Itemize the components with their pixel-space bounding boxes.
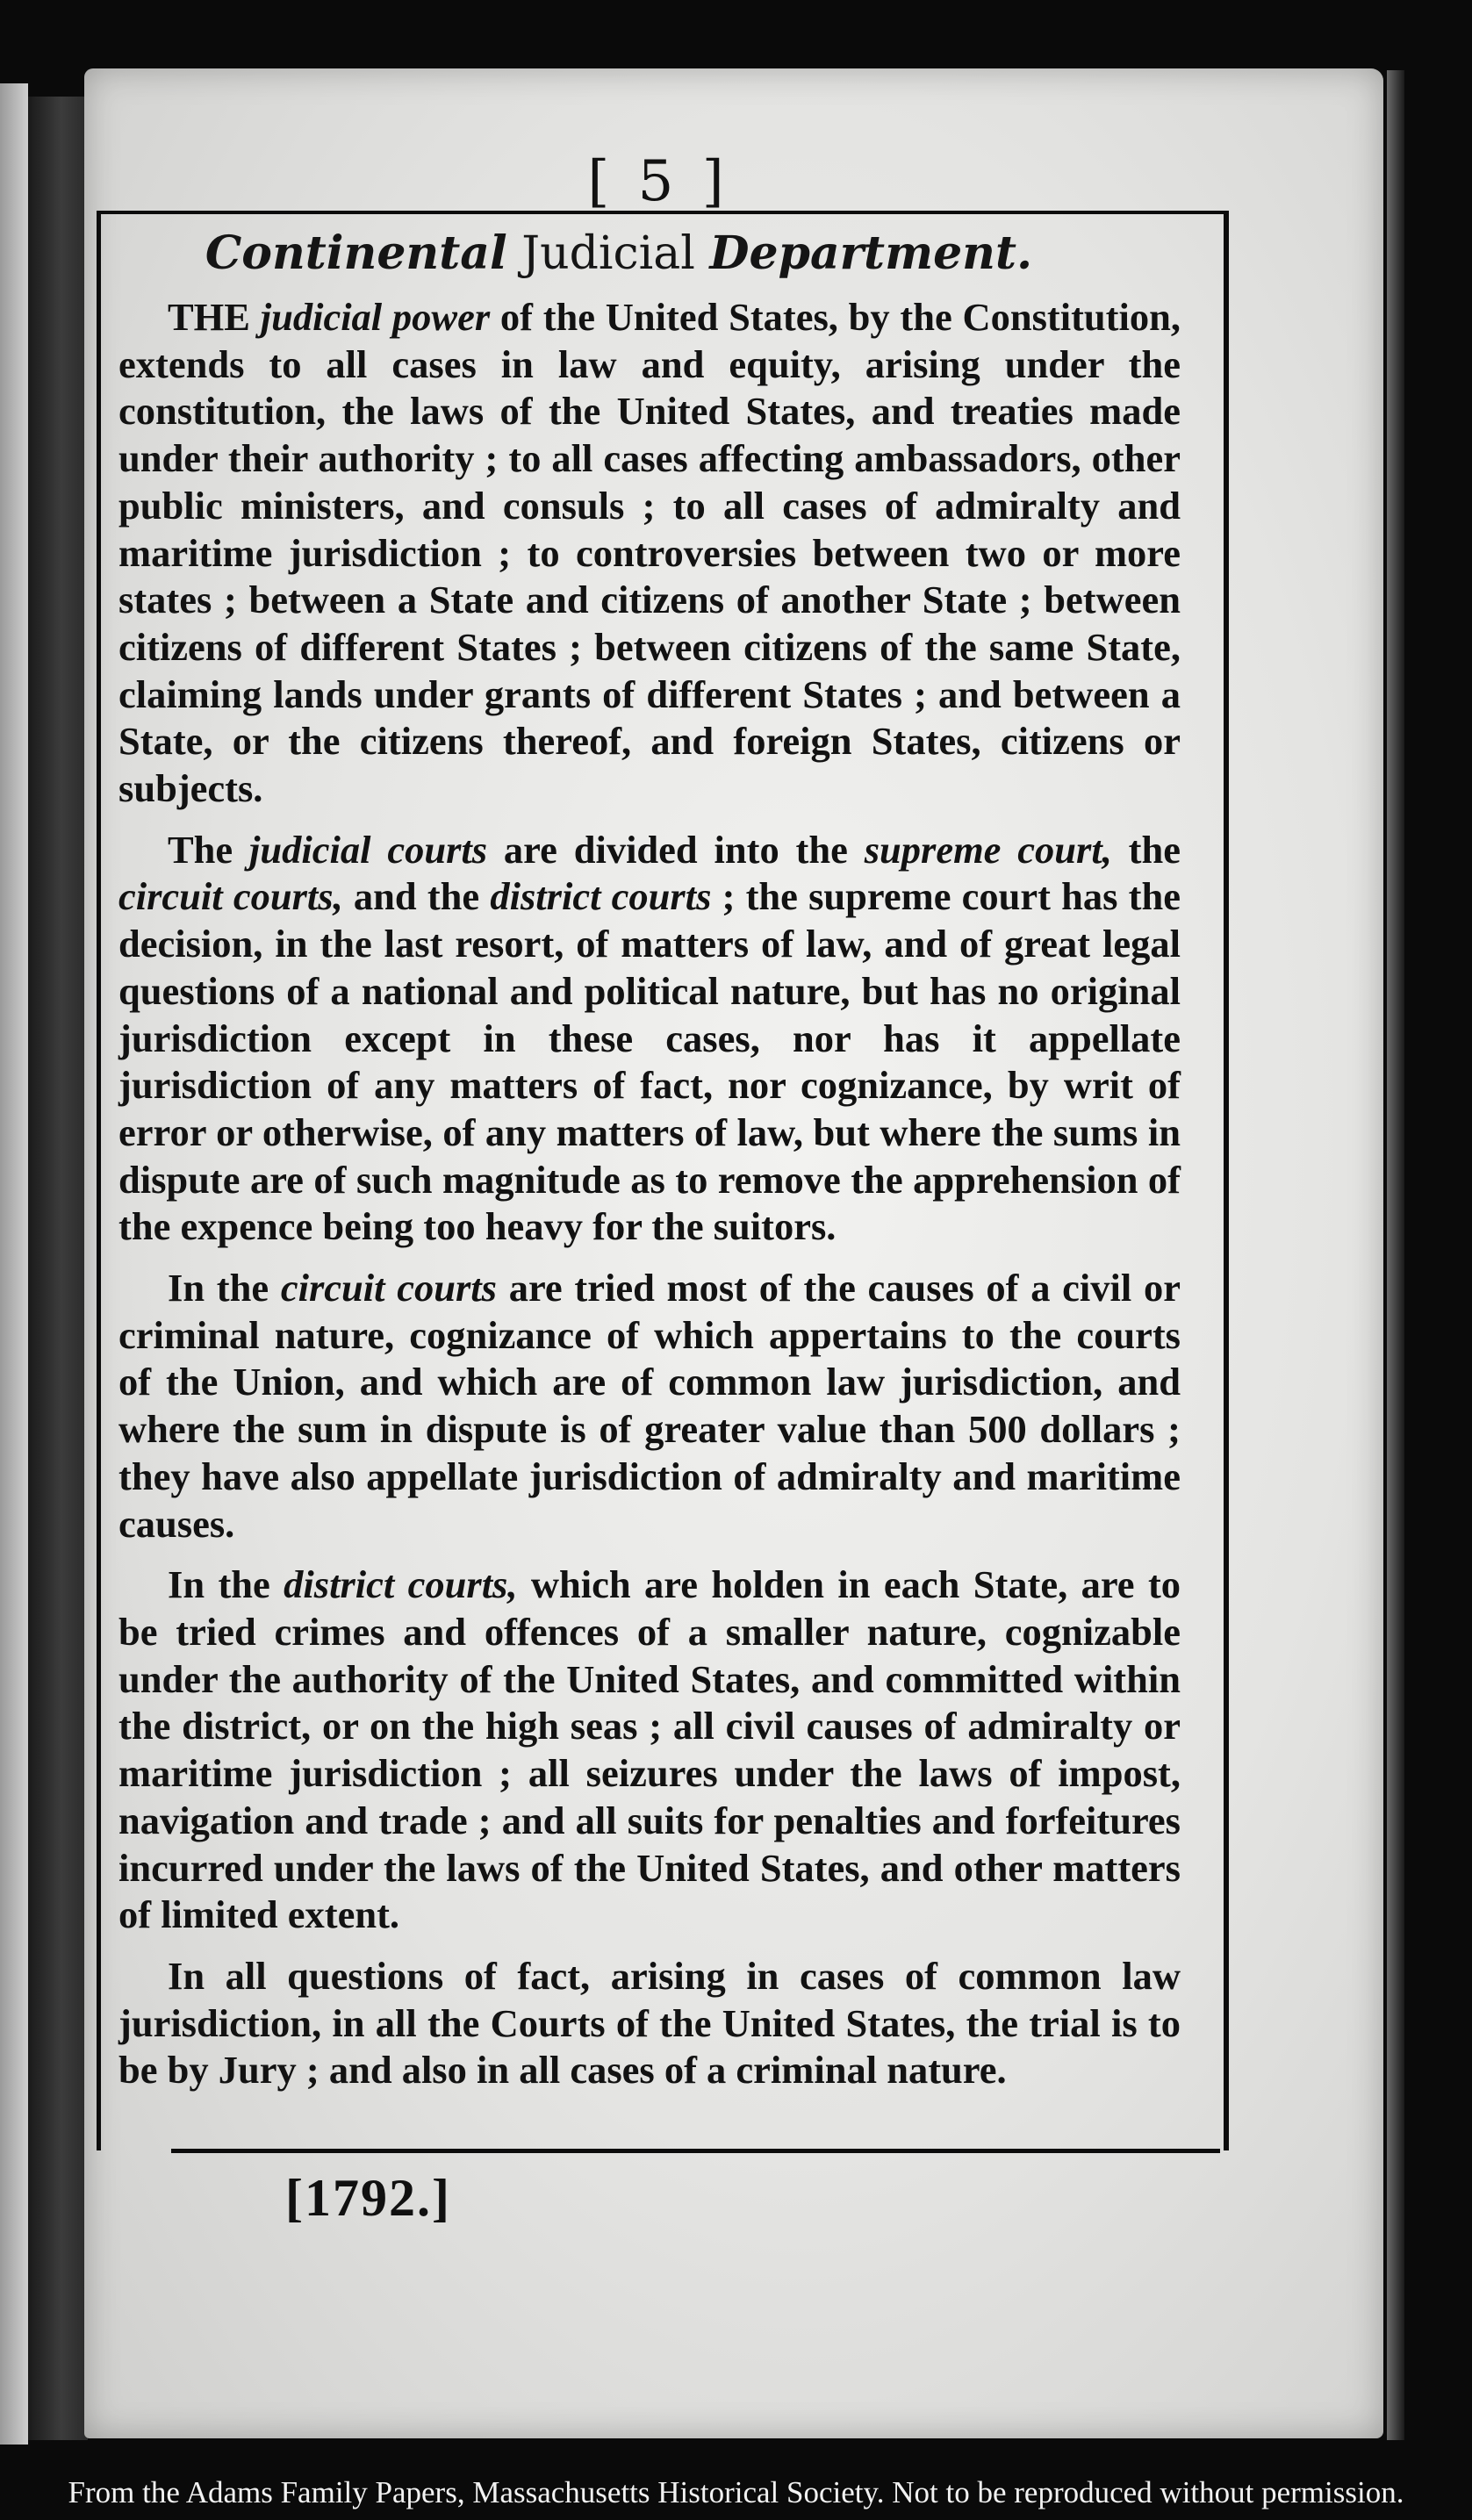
paragraph bbox=[118, 1265, 1181, 1547]
section-heading bbox=[202, 226, 1036, 280]
paragraph-text: THE bbox=[168, 295, 261, 339]
bottom-rule bbox=[171, 2149, 1220, 2153]
paragraph-text: which are holden in each State, are to be tried crimes and offences of a smaller nature, cognizable under the authority of the United States, and committed within the district, or on the high seas ; all civil causes of admiralty or maritime jurisdiction ; all seizures under the laws of impost, navigation and trade ; and all suits for penalties and forfeitures incurred under the laws of the United States, and other matters of limited extent. bbox=[118, 1562, 1181, 1937]
paragraph bbox=[118, 827, 1181, 1251]
paragraph-text: In the bbox=[168, 1266, 281, 1310]
previous-page-edge bbox=[0, 83, 28, 2445]
imprint-year: [1792.] bbox=[285, 2169, 451, 2227]
italic-term: district courts, bbox=[284, 1562, 518, 1607]
italic-term: circuit courts, bbox=[118, 874, 343, 919]
italic-term: district courts bbox=[490, 874, 712, 919]
binding-gutter bbox=[28, 97, 88, 2440]
paragraph-text: The bbox=[168, 827, 250, 872]
body-text bbox=[118, 294, 1181, 2108]
paragraph bbox=[118, 1953, 1181, 2094]
italic-term: judicial power bbox=[260, 295, 491, 339]
page-number: [ 5 ] bbox=[587, 149, 729, 214]
italic-term: judicial courts bbox=[249, 827, 488, 872]
paragraph-text: are tried most of the causes of a civil or criminal nature, cognizance of which appertains to the courts of the Union, and which are of common law jurisdiction, and where the sum in dispute is of greater value than 500 dollars ; they have also appellate jurisdiction of admiralty and maritime causes. bbox=[118, 1266, 1181, 1546]
paragraph bbox=[118, 1562, 1181, 1939]
paragraph-text: and the bbox=[342, 874, 491, 919]
paragraph-text: of the United States, by the Constitution, extends to all cases in law and equity, arising under the constitution, the laws of the United States, and treaties made under their authority ; to all cases affecting ambassadors, other public ministers, and consuls ; to all cases of admiralty and maritime jurisdiction ; to controversies between two or more states ; between a State and citizens of another State ; between citizens of different States ; between citizens of the same State, claiming lands under grants of different States ; and between a State, or the citizens thereof, and foreign States, citizens or subjects. bbox=[118, 295, 1181, 811]
paragraph-text: are divided into the bbox=[487, 827, 865, 872]
heading-word-judicial: Judicial bbox=[506, 227, 710, 280]
paragraph-text: In the bbox=[168, 1562, 284, 1607]
paragraph-text: the bbox=[1111, 827, 1181, 872]
heading-word-department: Department. bbox=[709, 226, 1033, 280]
italic-term: circuit courts bbox=[280, 1266, 497, 1310]
italic-term: supreme court, bbox=[864, 827, 1112, 872]
paragraph-text: In all questions of fact, arising in cases of common law jurisdiction, in all the Courts of the United States, the trial is to be by Jury ; and also in all cases of a criminal nature. bbox=[118, 1953, 1181, 2093]
heading-word-continental: Continental bbox=[205, 226, 507, 280]
page-edge-shadow bbox=[1387, 70, 1404, 2440]
copyright-notice: From the Adams Family Papers, Massachusetts Historical Society. Not to be reproduced without permission. bbox=[68, 2475, 1404, 2509]
paragraph-text: ; the supreme court has the decision, in the last resort, of matters of law, and of great legal questions of a national and political nature, but has no original jurisdiction except in these cases, nor has it appellate jurisdiction of any matters of fact, nor cognizance, by writ of error or otherwise, of any matters of law, but where the sums in dispute are of such magnitude as to remove the apprehension of the expence being too heavy for the suitors. bbox=[118, 874, 1181, 1249]
paragraph bbox=[118, 294, 1181, 813]
